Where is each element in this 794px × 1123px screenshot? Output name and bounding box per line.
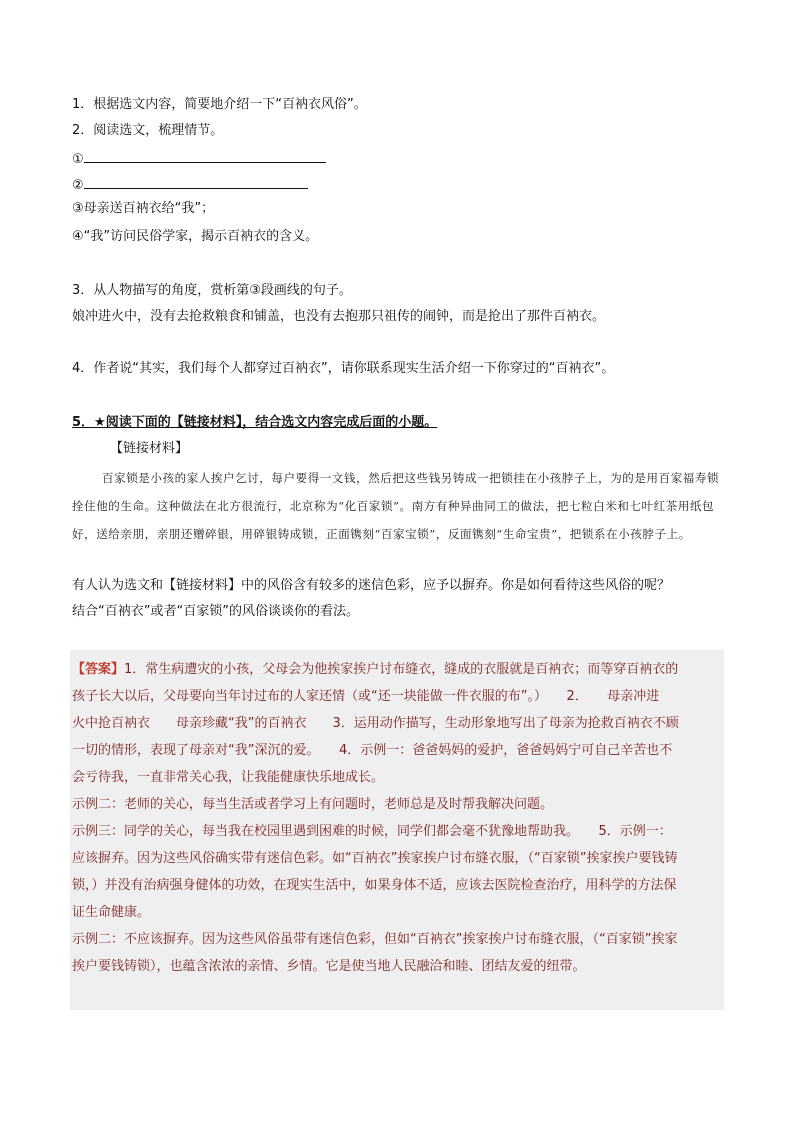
plot-item-3: ③母亲送百衲衣给“我”；: [72, 201, 215, 216]
answer-blank-2[interactable]: [84, 174, 308, 189]
answer-tag: 【答案】: [72, 662, 125, 677]
answer-line: 证生命健康。: [72, 905, 151, 920]
answer-line: 挨户要钱铸锁），也蕴含浓浓的亲情、乡情。它是使当地人民融洽和睦、团结友爱的纽带。: [72, 959, 586, 974]
answer-line: 孩子长大以后，父母要向当年讨过布的人家还情（或“还一块能做一件衣服的布”。） 2． 母亲冲进: [72, 689, 660, 704]
question-4: 4．作者说“其实，我们每个人都穿过百衲衣”，请你联系现实生活介绍一下你穿过的“百衲衣”。: [72, 361, 615, 376]
question-3: 3．从人物描写的角度，赏析第③段画线的句子。: [72, 283, 352, 298]
question-2: 2．阅读选文，梳理情节。: [72, 123, 224, 138]
question-3-sentence: 娘冲进火中，没有去抢救粮食和铺盖，也没有去抱那只祖传的闹钟，而是抢出了那件百衲衣。: [72, 309, 606, 324]
plot-item-2-marker: ②: [72, 178, 84, 193]
answer-line: 会亏待我，一直非常关心我，让我能健康快乐地成长。: [72, 770, 385, 785]
plot-item-4: ④“我”访问民俗学家，揭示百衲衣的含义。: [72, 229, 319, 244]
link-material-paragraph: 百家锁是小孩的家人挨户乞讨，每户要得一文钱，然后把这些钱另铸成一把锁挂在小孩脖子上，为的是用百家福寿锁拴住他的生命。这种做法在北方很流行，北京称为“化百家锁”。南方有种异曲同工的做法，把七粒白米和七叶红茶用纸包好，送给亲朋，亲朋还赠碎银，用碎银铸成锁，正面镌刻“百家宝锁”，反面镌刻“生命宝贵”，把锁系在小孩脖子上。: [72, 471, 720, 541]
question-5: 5．★阅读下面的【链接材料】，结合选文内容完成后面的小题。: [72, 415, 438, 430]
answer-line: 示例二：老师的关心，每当生活或者学习上有问题时，老师总是及时帮我解决问题。: [72, 797, 554, 812]
plot-item-2: [72, 174, 308, 195]
answer-line-text: 1．常生病遭灾的小孩，父母会为他挨家挨户讨布缝衣，缝成的衣服就是百衲衣；而等穿百衲衣的: [124, 662, 679, 677]
plot-item-1: [72, 148, 326, 169]
link-material-text: [72, 464, 722, 548]
answer-line: 示例三：同学的关心，每当我在校园里遇到困难的时候，同学们都会毫不犹豫地帮助我。 5．示例一：: [72, 824, 672, 839]
question-1: 1．根据选文内容，简要地介绍一下“百衲衣风俗”。: [72, 97, 367, 112]
answer-line: 火中抢百衲衣 母亲珍藏“我”的百衲衣 3．运用动作描写，生动形象地写出了母亲为抢救百衲衣不顾: [72, 716, 679, 731]
answer-line: 应该摒弃。因为这些风俗确实带有迷信色彩。如“百衲衣”挨家挨户讨布缝衣服，（“百家锁”挨家挨户要钱铸: [72, 851, 678, 866]
question-5-prompt-line-2: 结合“百衲衣”或者“百家锁”的风俗谈谈你的看法。: [72, 604, 359, 619]
answer-line: 锁，）并没有治病强身健体的功效，在现实生活中，如果身体不适，应该去医院检查治疗，用科学的方法保: [72, 878, 677, 893]
link-material-title: 【链接材料】: [110, 441, 189, 456]
question-5-prompt-line-1: 有人认为选文和【链接材料】中的风俗含有较多的迷信色彩，应予以摒弃。你是如何看待这些风俗的呢？: [72, 578, 671, 593]
answer-blank-1[interactable]: [84, 148, 326, 163]
answer-line: [72, 656, 724, 683]
plot-item-1-marker: ①: [72, 152, 84, 167]
answer-line: 一切的情形，表现了母亲对“我”深沉的爱。 4．示例一：爸爸妈妈的爱护，爸爸妈妈宁可自己辛苦也不: [72, 743, 673, 758]
answer-line: 示例二：不应该摒弃。因为这些风俗虽带有迷信色彩，但如“百衲衣”挨家挨户讨布缝衣服，（“百家锁”挨家: [72, 932, 678, 947]
